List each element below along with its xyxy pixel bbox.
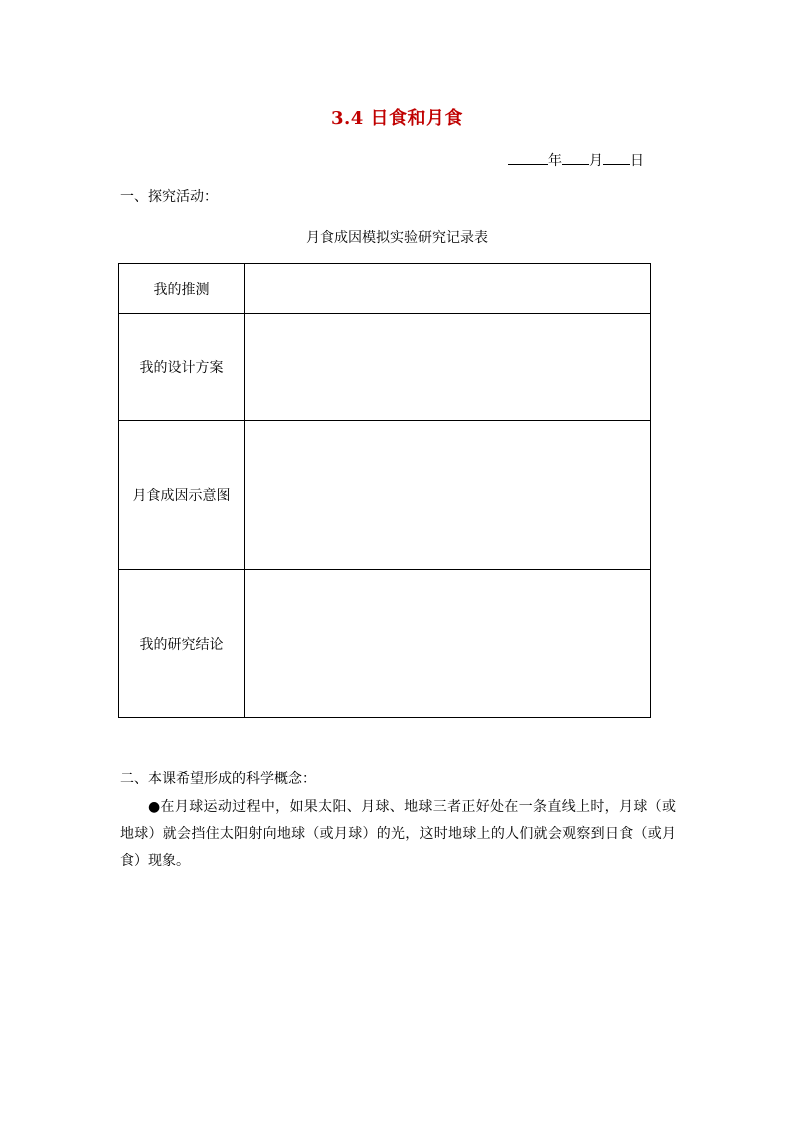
row-value-hypothesis[interactable] — [245, 264, 651, 314]
table-caption: 月食成因模拟实验研究记录表 — [306, 230, 488, 246]
table-row — [119, 570, 651, 718]
row-label-conclusion: 我的研究结论 — [119, 570, 245, 718]
section-heading-inquiry: 一、探究活动： — [120, 189, 218, 205]
record-table — [118, 263, 651, 718]
year-label: 年 — [548, 153, 562, 169]
section-heading-concepts: 二、本课希望形成的科学概念： — [120, 771, 316, 787]
row-label-hypothesis: 我的推测 — [119, 264, 245, 314]
row-value-design-plan[interactable] — [245, 314, 651, 421]
row-label-design-plan: 我的设计方案 — [119, 314, 245, 421]
date-line — [508, 150, 644, 170]
day-blank[interactable] — [603, 150, 630, 165]
table-row — [119, 264, 651, 314]
concept-paragraph: ●在月球运动过程中，如果太阳、月球、地球三者正好处在一条直线上时，月球（或地球）就会挡住太阳射向地球（或月球）的光，这时地球上的人们就会观察到日食（或月食）现象。 — [120, 799, 676, 869]
row-value-diagram[interactable] — [245, 421, 651, 570]
row-value-conclusion[interactable] — [245, 570, 651, 718]
day-label: 日 — [630, 153, 644, 169]
month-label: 月 — [589, 153, 603, 169]
month-blank[interactable] — [562, 150, 589, 165]
page-title: 3.4 日食和月食 — [330, 108, 464, 129]
row-label-diagram: 月食成因示意图 — [119, 421, 245, 570]
table-row — [119, 421, 651, 570]
year-blank[interactable] — [508, 150, 548, 165]
table-row — [119, 314, 651, 421]
